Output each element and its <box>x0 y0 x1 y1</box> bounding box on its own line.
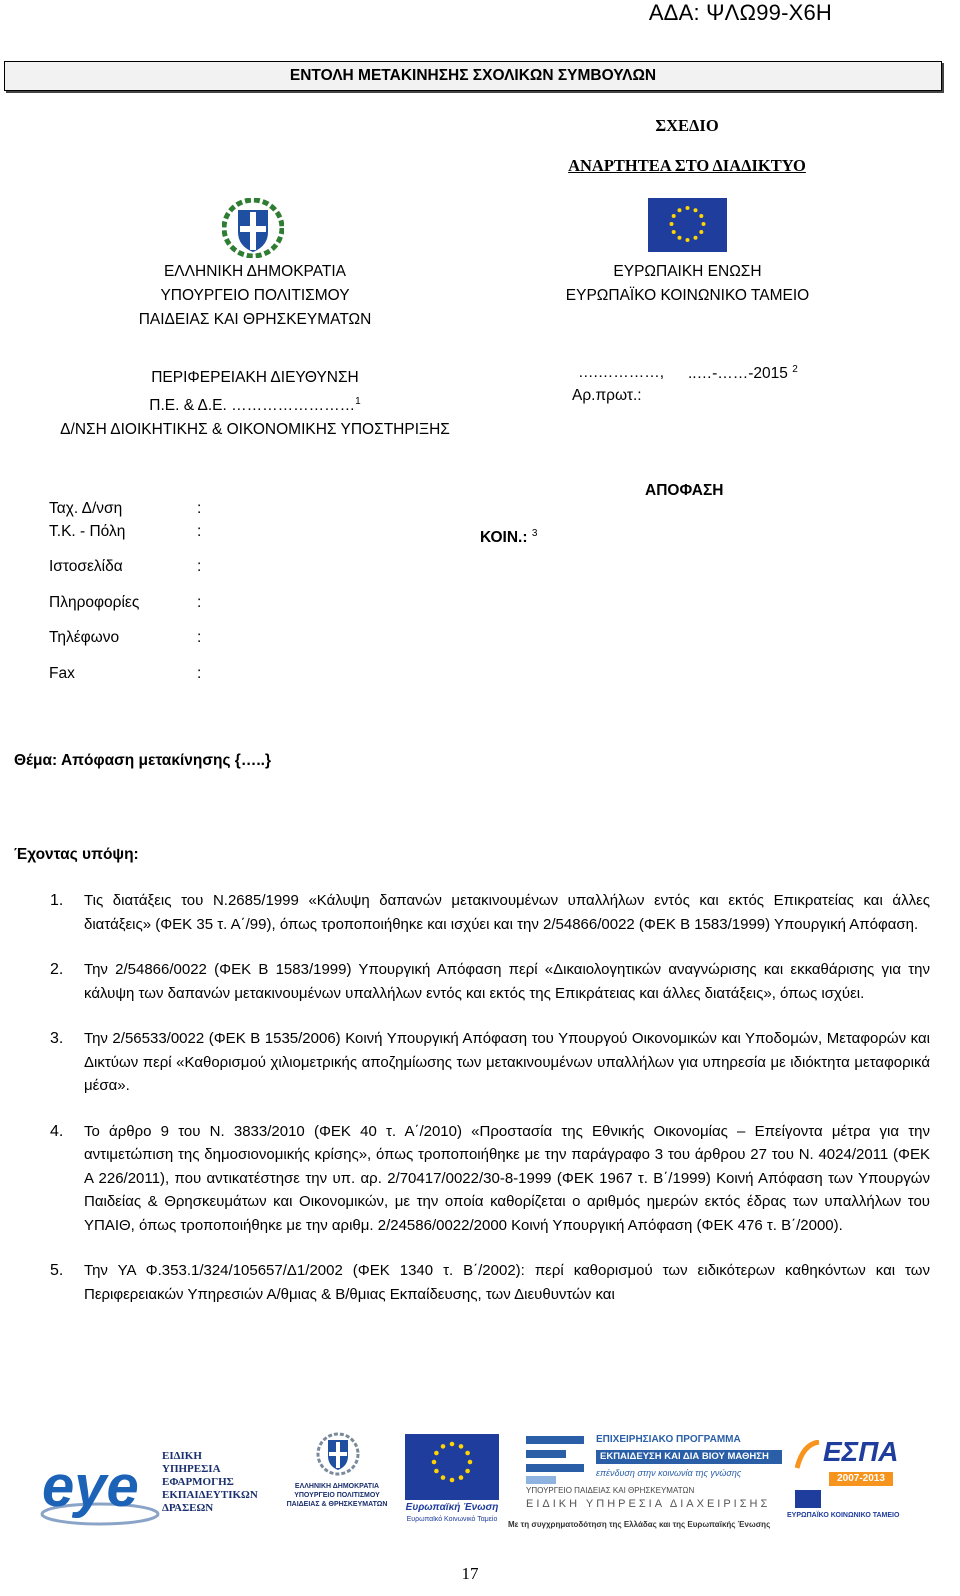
footer-logos <box>0 1420 960 1540</box>
list-item-text: Τις διατάξεις του Ν.2685/1999 «Κάλυψη δαπανών μετακινουμένων υπαλλήλων εντός και εκτός Επικρατείας και άλλες διατάξεις» (ΦΕΚ 35 τ. Α΄/99), όπως τροποποιήθηκε και ισχύει και την 2/54866/0022 (ΦΕΚ Β 1583/1999) Υπουργική Απόφαση. <box>84 892 930 933</box>
footer-eu-flag-icon <box>405 1434 499 1500</box>
eye-text-line: ΕΚΠΑΙΔΕΥΤΙΚΩΝ <box>162 1489 258 1501</box>
left-header <box>100 260 410 332</box>
eu-name: ΕΥΡΩΠΑΙΚΗ ΕΝΩΣΗ <box>613 263 762 280</box>
eye-text-line: ΕΙΔΙΚΗ <box>162 1450 202 1462</box>
list-item-number: 3. <box>50 1030 64 1047</box>
espa-logo <box>787 1436 901 1522</box>
internet-posting-label: ΑΝΑΡΤΗΤΕΑ ΣΤΟ ΔΙΑΔΙΚΤΥΟ <box>568 156 806 175</box>
program-line-2: ΕΚΠΑΙΔΕΥΣΗ ΚΑΙ ΔΙΑ ΒΙΟΥ ΜΑΘΗΣΗ <box>596 1450 782 1464</box>
eye-text-line: ΥΠΗΡΕΣΙΑ <box>162 1463 221 1475</box>
date-place: ….…………, <box>578 364 665 381</box>
list-item-number: 5. <box>50 1262 64 1279</box>
field-postcode-city-colon: : <box>197 523 202 540</box>
field-phone-colon: : <box>197 629 202 646</box>
espa-subtext: ΕΥΡΩΠΑΪΚΟ ΚΟΙΝΩΝΙΚΟ ΤΑΜΕΙΟ <box>787 1512 900 1519</box>
ministry-line-2: ΠΑΙΔΕΙΑΣ ΚΑΙ ΘΡΗΣΚΕΥΜΑΤΩΝ <box>138 311 372 328</box>
program-line-5: ΕΙΔΙΚΗ ΥΠΗΡΕΣΙΑ ΔΙΑΧΕΙΡΙΣΗΣ <box>526 1498 771 1510</box>
ministry-line-1: ΥΠΟΥΡΓΕΙΟ ΠΟΛΙΤΙΣΜΟΥ <box>160 287 350 304</box>
ministry-text-line: ΕΛΛΗΝΙΚΗ ΔΗΜΟΚΡΑΤΙΑ <box>294 1483 380 1490</box>
country-name: ΕΛΛΗΝΙΚΗ ΔΗΜΟΚΡΑΤΙΑ <box>163 263 347 280</box>
field-fax-label: Fax <box>49 665 75 682</box>
field-website-label: Ιστοσελίδα <box>49 558 123 575</box>
list-item-text: Την ΥΑ Φ.353.1/324/105657/Δ1/2002 (ΦΕΚ 1340 τ. Β΄/2002): περί καθορισμού των ειδικότερων καθηκόντων και των Περιφερειακών Υπηρεσιών Α/θμιας & Β/θμιας Εκπαίδευσης, των Διευθυντών και <box>84 1262 930 1303</box>
eye-text-line: ΕΦΑΡΜΟΓΗΣ <box>162 1476 234 1488</box>
protocol-number-label: Αρ.πρωτ.: <box>572 387 642 404</box>
footnote-ref-1: 1 <box>355 396 361 407</box>
footer-eu-text: Ευρωπαϊκή Ένωση <box>405 1502 499 1513</box>
decision-heading: ΑΠΟΦΑΣΗ <box>645 482 724 499</box>
considerations-list <box>48 889 930 1328</box>
page-number: 17 <box>461 1564 479 1583</box>
list-item-text: Το άρθρο 9 του Ν. 3833/2010 (ΦΕΚ 40 τ. Α΄/2010) «Προστασία της Εθνικής Οικονομίας – Επείγοντα μέτρα για την αντιμετώπιση της δημοσιονομικής κρίσης», όπως τροποποιήθηκε με την παράγραφο 3 του άρθρου 27 του Ν. 4024/2011 (ΦΕΚ Α 226/2011), που αντικατέστησε την υπ. αρ. 2/70417/0022/30-8-1999 (ΦΕΚ 1967 τ. Β΄/1999) Κοινή Απόφαση των Υπουργών Παιδείας & Θρησκευμάτων και Οικονομικών, με την οποία καθορίζεται ο αριθμός ημερών εκτός έδρας των υπαλλήλων του ΥΠΑΙΘ, όπως τροποποιήθηκε με την αριθμ. 2/24586/0022/2000 Κοινή Υπουργική Απόφαση (ΦΕΚ 476 τ. Β΄/2000). <box>84 1122 930 1234</box>
cofinance-text: Με τη συγχρηματοδότηση της Ελλάδας και της Ευρωπαϊκής Ένωσης <box>508 1520 771 1529</box>
field-info-colon: : <box>197 594 202 611</box>
koin-label: ΚΟΙΝ.: $^3$ <box>480 528 538 547</box>
ministry-text-line: ΥΠΟΥΡΓΕΙΟ ΠΟΛΙΤΙΣΜΟΥ <box>294 1492 380 1499</box>
espa-years: 2007-2013 <box>829 1472 893 1486</box>
subject-line: Θέμα: Απόφαση μετακίνησης {…..} <box>14 752 271 769</box>
ministry-text-line: ΠΑΙΔΕΙΑΣ & ΘΡΗΣΚΕΥΜΑΤΩΝ <box>286 1501 388 1508</box>
draft-label: ΣΧΕΔΙΟ <box>655 116 719 135</box>
administrative-directorate: Δ/ΝΣΗ ΔΙΟΙΚΗΤΙΚΗΣ & ΟΙΚΟΝΟΜΙΚΗΣ ΥΠΟΣΤΗΡΙΞΗΣ <box>60 421 450 439</box>
espa-title: ΕΣΠΑ <box>823 1436 899 1467</box>
eye-logo-icon <box>36 1440 160 1530</box>
field-postcode-city-label: Τ.Κ. - Πόλη <box>49 523 126 540</box>
list-item <box>48 1259 930 1306</box>
list-item-number: 1. <box>50 892 64 909</box>
footer-eu-subtext: Ευρωπαϊκό Κοινωνικό Ταμείο <box>406 1516 498 1523</box>
field-address-label: Ταχ. Δ/νση <box>49 500 123 517</box>
list-item <box>48 1027 930 1098</box>
regional-directorate: ΠΕΡΙΦΕΡΕΙΑΚΗ ΔΙΕΥΘΥΝΣΗ <box>151 369 359 386</box>
list-item <box>48 958 930 1005</box>
list-item-number: 4. <box>50 1122 64 1140</box>
eye-text-block <box>162 1450 258 1515</box>
field-phone-label: Τηλέφωνο <box>49 629 120 646</box>
eye-logo-text: eye <box>42 1454 139 1519</box>
field-info-label: Πληροφορίες <box>49 594 140 611</box>
ministry-coat-of-arms-icon <box>316 1432 360 1476</box>
ministry-text-block <box>270 1482 404 1509</box>
date-value: ..…-……-2015 $^2$ <box>688 364 798 383</box>
program-line-4: ΥΠΟΥΡΓΕΙΟ ΠΑΙΔΕΙΑΣ ΚΑΙ ΘΡΗΣΚΕΥΜΑΤΩΝ <box>526 1486 695 1495</box>
greek-coat-of-arms-icon <box>222 198 284 258</box>
footnote-ref-3: 3 <box>531 528 538 539</box>
list-item-number: 2. <box>50 961 64 978</box>
footnote-ref-2: 2 <box>792 364 798 375</box>
espa-wave-icon <box>795 1440 821 1470</box>
list-item <box>48 889 930 936</box>
field-fax-colon: : <box>197 665 202 682</box>
program-line-3: επένδυση στην κοινωνία της γνώσης <box>596 1468 742 1478</box>
eu-flag-icon <box>648 198 727 252</box>
document-banner-title: ΕΝΤΟΛΗ ΜΕΤΑΚΙΝΗΣΗΣ ΣΧΟΛΙΚΩΝ ΣΥΜΒΟΥΛΩΝ <box>4 61 942 91</box>
list-item-text: Την 2/56533/0022 (ΦΕΚ Β 1535/2006) Κοινή Υπουργική Απόφαση του Υπουργού Οικονομικών και Υποδομών, Μεταφορών και Δικτύων περί «Καθορισμού χιλιομετρικής αποζημίωσης των μετακινουμένων υπαλλήλων για υπηρεσία με ιδιόκτητα μεταφορικά μέσα». <box>84 1030 930 1094</box>
directorate-block <box>40 366 470 442</box>
field-address-colon: : <box>197 500 202 517</box>
ada-code: ΑΔΑ: ΨΛΩ99-Χ6Η <box>648 0 832 25</box>
list-item <box>48 1120 930 1238</box>
program-line-1: ΕΠΙΧΕΙΡΗΣΙΑΚΟ ΠΡΟΓΡΑΜΜΑ <box>596 1434 741 1445</box>
right-header <box>540 260 835 308</box>
espa-eu-flag-icon <box>795 1490 821 1508</box>
considering-heading: Έχοντας υπόψη: <box>14 846 139 863</box>
directorate-education: Π.Ε. & Δ.Ε. ……………………$^1$ <box>149 396 361 415</box>
program-logo-icon <box>524 1434 592 1486</box>
list-item-text: Την 2/54866/0022 (ΦΕΚ Β 1583/1999) Υπουργική Απόφαση περί «Δικαιολογητικών αναγνώρισης και εκκαθάρισης για την κάλυψη των δαπανών μετακινουμένων υπαλλήλων εντός και εκτός της Επικράτειας και άλλες διατάξεις», όπως ισχύει. <box>84 961 930 1002</box>
eye-text-line: ΔΡΑΣΕΩΝ <box>162 1502 214 1514</box>
field-website-colon: : <box>197 558 202 575</box>
social-fund-name: ΕΥΡΩΠΑΪΚΟ ΚΟΙΝΩΝΙΚΟ ΤΑΜΕΙΟ <box>565 287 810 304</box>
